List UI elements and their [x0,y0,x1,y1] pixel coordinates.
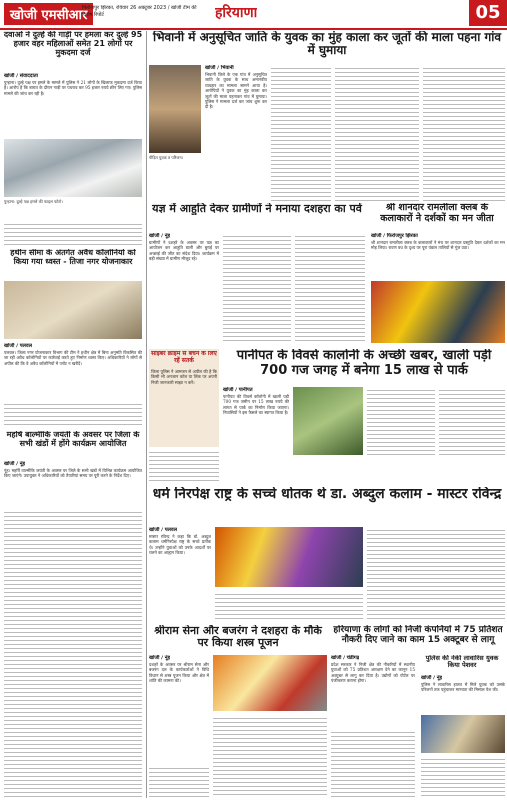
headline: श्रीराम सेना और बजरंग ने दशहरा के मौके पर किया शस्त्र पूजन [154,625,322,650]
article-body-lines [367,527,505,621]
headline: महर्षि बाल्मीकि जयंती के अवसर पर जिला के सभी खंडों में होंगे कार्यक्रम आयोजित [6,431,140,448]
park-photo [293,387,363,455]
masthead-subline: फिरोजपुर झिरका, रविवार 26 अक्टूबर 2023 / खोजी टीम की विशेष रिपोर्ट [82,5,197,18]
article-body-lines [421,756,505,798]
byline: खोजी / फिरोजपुर झिरका [371,233,418,239]
page-number: 05 [469,0,507,26]
article-body-lines [423,65,505,201]
article-body-lines [223,233,291,343]
article-body-lines [295,233,365,343]
headline: हरियाणा के लोगों को निजी कंपनियों में 75 प्रतिशत नौकरी दिए जाने का काम 15 अक्टूबर से लागू [333,625,503,646]
headline: धर्म निरपेक्ष राष्ट्र के सच्चे धोतक थे डा. अब्दुल कलाम - मास्टर रविन्द्र [152,487,502,502]
photo-caption: पीड़ित युवक व परिजन। [149,155,184,160]
sidebar-body: जिला पुलिस ने आमजन से अपील की है कि किसी भी अनजान कॉल या लिंक पर अपनी निजी जानकारी साझा न करें। [151,369,217,385]
article-body: मास्टर रविन्द्र ने कहा कि डॉ. अब्दुल कलाम धर्मनिरपेक्ष राष्ट्र के सच्चे प्रतीक थे। उन्होंने युवाओं को उनके आदर्शों पर चलने का आह्वान किया। [149,534,211,556]
event-photo [215,527,363,587]
headline: यज्ञ में आहुति देकर ग्रामीणों ने मनाया दशहरा का पर्व [152,203,362,215]
article-body-lines [149,449,219,483]
sidebar-box [149,349,219,447]
article-body-lines [213,715,327,798]
masthead [0,0,507,30]
article-body: पुलिस ने लावारिस हालत में मिले युवक को उसके परिजनों तक पहुंचाकर मानवता की मिसाल पेश की। [421,682,505,693]
byline: खोजी / पानीपत [223,387,253,393]
article-body: दशहरे के अवसर पर श्रीराम सेना और बजरंग दल के कार्यकर्ताओं ने विधि विधान से शस्त्र पूजन किया और क्षेत्र में शांति की कामना की। [149,662,209,684]
byline: खोजी / नूंह [421,675,443,681]
sidebar-headline: साइबर क्राइम से बचने के लिए रहें सतर्क [151,351,217,364]
article-body: पलवल। जिला नगर योजनाकार विभाग की टीम ने हथीन क्षेत्र में बिना अनुमति विकसित की जा रही अवैध कॉलोनियों पर कार्रवाई करते हुए निर्माण ध्वस्त किए। अधिकारियों ने लोगों से अपील की कि वे अवैध कॉलोनियों में प्लॉट न खरीदें। [4,350,142,366]
left-column [2,31,144,798]
article-body-lines [331,729,415,798]
article-body: पुन्हाना। दुल्हे पक्ष पर हमले के मामले में पुलिस ने 21 लोगों के खिलाफ मुकदमा दर्ज किया है। आरोप है कि बारात के दौरान गाड़ी पर पथराव कर 95 हजार रुपये छीन लिए गए। पुलिस मामले की जांच कर रही है। [4,80,142,96]
article-body-lines [271,65,331,201]
article-body-lines [439,387,505,455]
headline: हथीन सीमा के अंतर्गत अवैध कॉलोनियों को किया गया ध्वस्त - तिजा नगर योजनाकार [10,249,136,266]
article-body-lines [367,387,435,455]
car-photo [4,139,142,197]
byline: खोजी / नूंह [149,655,171,661]
byline: खोजी / पलवल [4,343,33,349]
byline: खोजी / नूंह [4,461,26,467]
section-title: हरियाणा [215,5,258,21]
newspaper-logo: खोजी एमसीआर [4,3,93,25]
article-body-lines [149,765,209,798]
headline: श्री शानदार रामलीला क्लब के कलाकारों ने दर्शकों का मन जीता [380,203,494,224]
article-body: पानीपत की विवर्स कॉलोनी में खाली पड़ी 700 गज जमीन पर 15 लाख रुपये की लागत से पार्क का निर्माण किया जाएगा। निवासियों ने इस फैसले का स्वागत किया है। [223,394,289,416]
demolition-photo [4,281,142,339]
byline: खोजी / चंडीगढ़ [331,655,360,661]
article-body-lines [4,401,142,427]
article-body-lines [335,65,419,201]
article-body: प्रदेश सरकार ने निजी क्षेत्र की नौकरियों में स्थानीय युवाओं को 75 प्रतिशत आरक्षण देने का कानून 15 अक्टूबर से लागू कर दिया है। उद्योगों को पोर्टल पर पंजीकरण कराना होगा। [331,662,415,684]
article-body: भिवानी जिले के एक गांव में अनुसूचित जाति के युवक के साथ अमानवीय व्यवहार का मामला सामने आया है। आरोपियों ने युवक का मुंह काला कर जूतों की माला पहनाकर गांव में घुमाया। पुलिस ने मामला दर्ज कर जांच शुरू कर दी है। [205,72,267,110]
article-body: ग्रामीणों ने दशहरे के अवसर पर यज्ञ का आयोजन कर आहुति डाली और बुराई पर अच्छाई की जीत का संदेश दिया। कार्यक्रम में बड़ी संख्या में ग्रामीण मौजूद रहे। [149,240,219,262]
photo-caption: पुन्हाना: दुल्हे पक्ष हमले की फाइल फोटो। [4,199,63,204]
shastra-pujan-photo [213,655,327,711]
headline: पानीपत के विवर्स कालोनी के अच्छी खबर, खाली पड़ी 700 गज जगह में बनेगा 15 लाख से पार्क [236,349,492,378]
ramlila-photo [371,281,505,343]
column-divider [146,31,147,798]
headline: भिवानी में अनुसूचित जाति के युवक का मुंह काला कर जूतों की माला पहना गांव में घुमाया [152,31,502,58]
byline: खोजी / नूंह [149,233,171,239]
main-area [149,31,505,798]
article-body: नूंह। महर्षि वाल्मीकि जयंती के अवसर पर जिले के सभी खंडों में विभिन्न कार्यक्रम आयोजित किए जाएंगे। उपायुक्त ने अधिकारियों को तैयारियां समय पर पूरी करने के निर्देश दिए। [4,468,142,479]
article-body-lines [4,221,142,245]
victim-photo [149,65,201,153]
headline: दवाओं ने दुल्हे की गाड़ी पर हमला कर दुल्हे 95 हजार वहर महिलाओं समेत 21 लोगों पर मुकदमा दर्ज [3,31,143,57]
police-photo [421,715,505,753]
article-body-lines [215,591,363,621]
byline: खोजी / भिवानी [205,65,234,71]
byline: खोजी / संवाददाता [4,73,38,79]
headline: पुलिस की नेकी लावारिस युवक किया पेशवर [425,655,499,670]
article-body-lines [4,509,142,798]
article-body: श्री शानदार रामलीला क्लब के कलाकारों ने मंच पर शानदार प्रस्तुति देकर दर्शकों का मन मोह लिया। रावण वध के दृश्य पर पूरा पंडाल तालियों से गूंज उठा। [371,240,505,251]
byline: खोजी / पलवल [149,527,178,533]
